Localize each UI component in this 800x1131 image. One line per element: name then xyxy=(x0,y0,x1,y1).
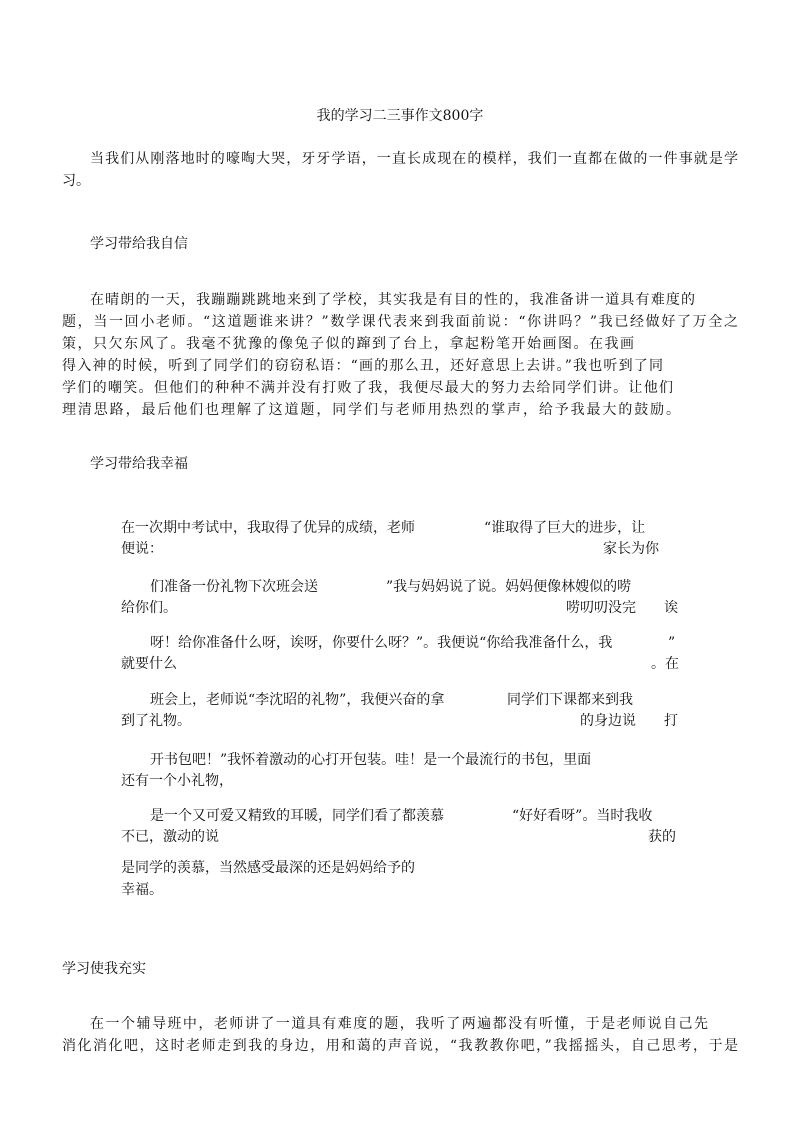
paragraph-line: 习。 xyxy=(62,173,90,189)
paragraph-line: 理清思路，最后他们也理解了这道题，同学们与老师用热烈的掌声，给予我最大的鼓励。 xyxy=(62,402,680,418)
paragraph-line: 在一个辅导班中，老师讲了一道具有难度的题，我听了两遍都没有听懂，于是老师说自己先 xyxy=(90,1016,708,1032)
section-heading-confidence: 学习带给我自信 xyxy=(90,236,188,252)
text-fragment: 诶 xyxy=(664,600,678,616)
text-fragment: 还有一个小礼物， xyxy=(121,773,233,789)
text-fragment: 班会上，老师说“李沈昭的礼物”，我便兴奋的拿 xyxy=(150,692,445,708)
text-fragment: “谁取得了巨大的进步，让 xyxy=(484,520,646,536)
text-fragment: 就要什么 xyxy=(121,656,177,672)
text-fragment: 是一个又可爱又精致的耳暖，同学们看了都羡慕 xyxy=(150,808,444,824)
text-fragment: 唠叨叨没完 xyxy=(566,600,636,616)
text-fragment: 幸福。 xyxy=(121,882,163,898)
text-fragment: 。在 xyxy=(651,656,679,672)
text-fragment: 不已，激动的说 xyxy=(121,829,219,845)
text-fragment: ”我与妈妈说了说。妈妈便像林嫂似的唠 xyxy=(386,579,632,595)
page-title: 我的学习二三事作文800字 xyxy=(316,108,484,124)
text-fragment: 给你们。 xyxy=(121,600,177,616)
text-fragment: 家长为你 xyxy=(603,541,659,557)
section-heading-happiness: 学习带给我幸福 xyxy=(90,456,188,472)
paragraph-line: 题，当一回小老师。“这道题谁来讲？”数学课代表来到我面前说：“你讲吗？”我已经做好了万全之 xyxy=(62,314,738,330)
paragraph-line: 学们的嘲笑。但他们的种种不满并没有打败了我，我便尽最大的努力去给同学们讲。让他们 xyxy=(62,380,673,396)
text-fragment: 同学们下课都来到我 xyxy=(507,692,633,708)
text-fragment: 获的 xyxy=(648,829,676,845)
text-fragment: “好好看呀”。当时我收 xyxy=(512,808,653,824)
paragraph-line: 在晴朗的一天，我蹦蹦跳跳地来到了学校，其实我是有目的性的，我准备讲一道具有难度的 xyxy=(90,292,695,308)
text-fragment: 们准备一份礼物下次班会送 xyxy=(150,579,318,595)
text-fragment: 到了礼物。 xyxy=(121,713,191,729)
text-fragment: 开书包吧！”我怀着激动的心打开包装。哇！是一个最流行的书包，里面 xyxy=(150,752,592,768)
paragraph-line: 当我们从刚落地时的嚎啕大哭，牙牙学语，一直长成现在的模样，我们一直都在做的一件事就是学 xyxy=(90,151,738,167)
text-fragment: ” xyxy=(668,635,676,651)
text-fragment: 打 xyxy=(664,713,678,729)
text-fragment: 呀！给你准备什么呀，诶呀，你要什么呀？”。我便说“你给我准备什么，我 xyxy=(150,635,613,651)
paragraph-line: 得入神的时候，听到了同学们的窃窃私语：“画的那么丑，还好意思上去讲。”我也听到了同 xyxy=(62,358,663,374)
paragraph-line: 消化消化吧，这时老师走到我的身边，用和蔼的声音说，“我教教你吧，”我摇摇头，自己思考，于是 xyxy=(62,1038,738,1054)
section-heading-fulfillment: 学习使我充实 xyxy=(62,961,146,977)
text-fragment: 的身边说 xyxy=(580,713,636,729)
text-fragment: 在一次期中考试中，我取得了优异的成绩，老师 xyxy=(121,520,415,536)
text-fragment: 便说： xyxy=(121,541,163,557)
paragraph-line: 策，只欠东风了。我毫不犹豫的像兔子似的蹿到了台上，拿起粉笔开始画图。在我画 xyxy=(62,336,634,352)
text-fragment: 是同学的羡慕，当然感受最深的还是妈妈给予的 xyxy=(121,860,415,876)
